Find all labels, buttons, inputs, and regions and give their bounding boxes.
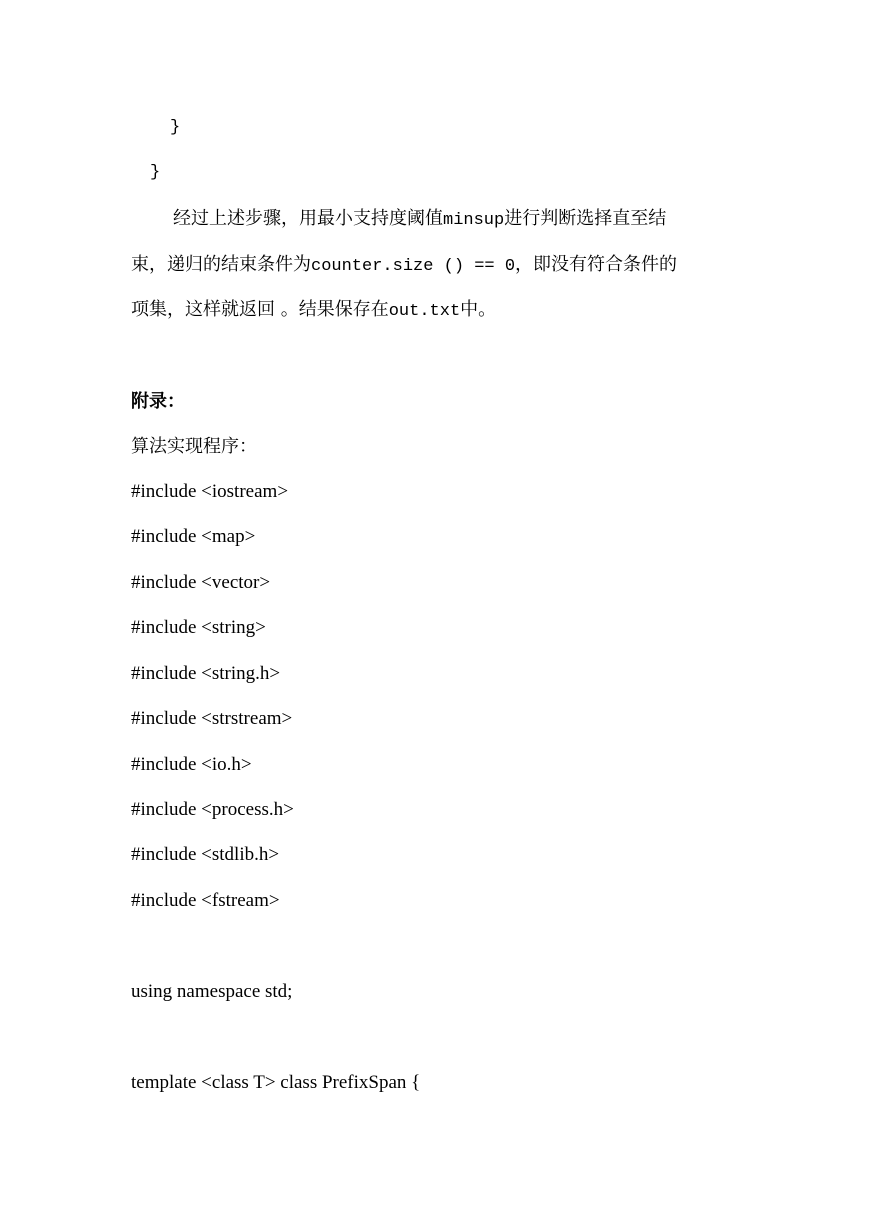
appendix-subheading: 算法实现程序： — [131, 436, 257, 457]
inline-code: counter.size () == 0 — [311, 257, 516, 276]
inline-code: out.txt — [388, 302, 461, 321]
paragraph-line-1 — [173, 207, 666, 233]
code-closing-brace-outer: } — [150, 163, 161, 182]
paragraph-text: 项集，这样就返回 。结果保存在 — [131, 299, 389, 320]
code-line-using: using namespace std; — [131, 981, 293, 1002]
paragraph-text: 进行判断选择直至结 — [504, 208, 667, 229]
code-line-template: template <class T> class PrefixSpan { — [131, 1072, 421, 1093]
paragraph-text: ，即没有符合条件的 — [515, 254, 678, 275]
paragraph-text: 中。 — [460, 299, 497, 320]
code-line-include: #include <string> — [131, 617, 266, 638]
code-closing-brace-inner: } — [170, 118, 181, 137]
paragraph-line-3 — [131, 298, 496, 324]
code-line-include: #include <process.h> — [131, 799, 294, 820]
appendix-heading: 附录： — [131, 391, 185, 412]
code-line-include: #include <string.h> — [131, 663, 281, 684]
code-line-include: #include <stdlib.h> — [131, 844, 280, 865]
paragraph-text: 经过上述步骤，用最小支持度阈值 — [173, 208, 443, 229]
code-line-include: #include <strstream> — [131, 708, 293, 729]
code-line-include: #include <vector> — [131, 572, 271, 593]
code-line-include: #include <io.h> — [131, 754, 252, 775]
code-line-include: #include <fstream> — [131, 890, 280, 911]
paragraph-line-2 — [131, 253, 677, 279]
inline-code: minsup — [443, 211, 505, 230]
code-line-include: #include <map> — [131, 526, 256, 547]
paragraph-text: 束，递归的结束条件为 — [131, 254, 311, 275]
code-line-include: #include <iostream> — [131, 481, 289, 502]
